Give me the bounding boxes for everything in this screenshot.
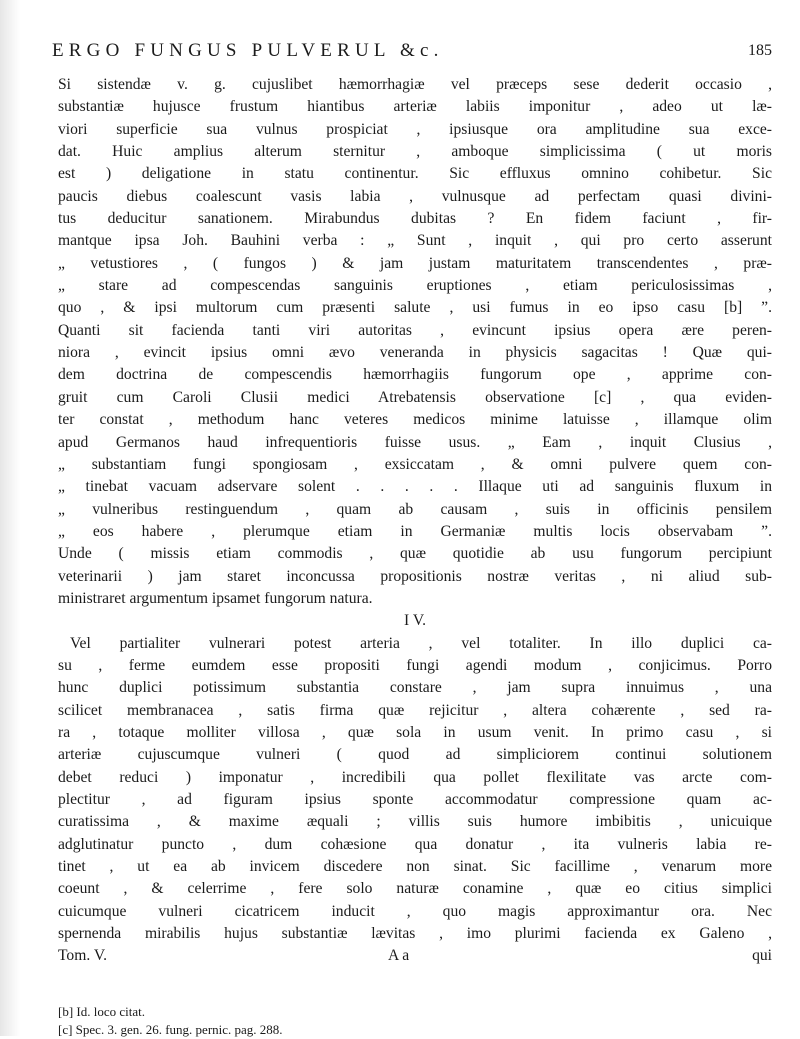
text-line: mantque ipsa Joh. Bauhini verba : „ Sunt , inquit , qui pro certo asserunt xyxy=(58,232,772,250)
page-number: 185 xyxy=(748,42,772,59)
signature-line xyxy=(58,945,772,967)
catchword: qui xyxy=(752,947,772,965)
text-line: hunc duplici potissimum substantia constare , jam supra innuimus , una xyxy=(58,679,772,697)
volume-mark: Tom. V. xyxy=(58,947,108,965)
text-line: Si sistendæ v. g. cujuslibet hæmorrhagiæ vel præceps sese dederit occasio , xyxy=(58,76,772,93)
text-line: dat. Huic amplius alterum sternitur , amboque simplicissima ( ut moris xyxy=(58,143,772,161)
text-line: „ eos habere , plerumque etiam in Germaniæ multis locis observabam ”. xyxy=(58,522,772,540)
signature-mark: A a xyxy=(388,947,410,965)
text-line: cuicumque vulneri cicatricem inducit , quo magis approximantur ora. Nec xyxy=(58,902,772,920)
text-line: ministraret argumentum ipsamet fungorum natura. xyxy=(58,589,373,607)
text-line: coeunt , & celerrime , fere solo naturæ conamine , quæ eo citius simplici xyxy=(58,880,772,898)
text-line: paucis diebus coalescunt vasis labia , vulnusque ad perfectam quasi divini- xyxy=(58,187,772,205)
text-line: arteriæ cujuscumque vulneri ( quod ad simpliciorem continui solutionem xyxy=(58,746,772,764)
footnote-c: [c] Spec. 3. gen. 26. fung. pernic. pag. 288. xyxy=(58,1022,283,1037)
text-line: plectitur , ad figuram ipsius sponte accommodatur compressione quam ac- xyxy=(58,791,772,808)
text-line: scilicet membranacea , satis firma quæ rejicitur , altera cohærente , sed ra- xyxy=(58,701,772,719)
footnotes xyxy=(58,1003,558,1039)
text-line: spernenda mirabilis hujus substantiæ lævitas , imo plurimi facienda ex Galeno , xyxy=(58,925,772,943)
footnote-b: [b] Id. loco citat. xyxy=(58,1004,145,1019)
text-line: veterinarii ) jam staret inconcussa propositionis nostræ veritas , ni aliud sub- xyxy=(58,567,772,585)
text-line: est ) deligatione in statu continentur. Sic effluxus omnino cohibetur. Sic xyxy=(58,165,772,183)
text-line: curatissima , & maxime æquali ; villis suis humore imbibitis , unicuique xyxy=(58,813,772,831)
text-line: apud Germanos haud infrequentioris fuisse usus. „ Eam , inquit Clusius , xyxy=(58,433,772,451)
text-line: tinet , ut ea ab invicem discedere non sinat. Sic facillime , venarum more xyxy=(58,858,772,876)
text-line: „ vetustiores , ( fungos ) & jam justam maturitatem transcendentes , præ- xyxy=(58,254,772,272)
running-head xyxy=(52,40,772,66)
text-line: gruit cum Caroli Clusii medici Atrebatensis observatione [c] , qua eviden- xyxy=(58,388,772,406)
paragraph-2 xyxy=(58,633,772,946)
text-line: niora , evincit ipsius omni ævo veneranda in physicis sagacitas ! Quæ qui- xyxy=(58,344,772,362)
text-line: viori superficie sua vulnus prospiciat , ipsiusque ora amplitudine sua exce- xyxy=(58,120,772,138)
text-line: ter constat , methodum hanc veteres medicos minime latuisse , illamque olim xyxy=(58,411,772,429)
text-line: substantiæ hujusce frustum hiantibus arteriæ labiis imponitur , adeo ut læ- xyxy=(58,98,772,116)
section-number: I V. xyxy=(404,612,426,630)
text-line: „ stare ad compescendas sanguinis eruptiones , etiam periculosissimas , xyxy=(58,277,772,295)
text-line: su , ferme eumdem esse propositi fungi agendi modum , conjicimus. Porro xyxy=(58,656,772,674)
running-title: ERGO FUNGUS PULVERUL &c. xyxy=(52,40,444,61)
text-line: adglutinatur puncto , dum cohæsione qua donatur , ita vulneris labia re- xyxy=(58,835,772,853)
text-line: quo , & ipsi multorum cum præsenti salute , usi fumus in eo ipso casu [b] ”. xyxy=(58,299,772,317)
text-line: „ tinebat vacuam adservare solent . . . . . Illaque uti ad sanguinis fluxum in xyxy=(58,478,772,496)
text-line: ra , totaque molliter villosa , quæ sola in usum venit. In primo casu , si xyxy=(58,723,772,741)
text-line: tus deducitur sanationem. Mirabundus dubitas ? En fidem faciunt , fir- xyxy=(58,210,772,228)
paragraph-1 xyxy=(58,74,772,610)
text-line: „ substantiam fungi spongiosam , exsiccatam , & omni pulvere quem con- xyxy=(58,455,772,473)
text-line: debet reduci ) imponatur , incredibili qua pollet flexilitate vas arcte com- xyxy=(58,768,772,786)
text-line: dem doctrina de compescendis hæmorrhagiis fungorum ope , apprime con- xyxy=(58,366,772,384)
text-line: Vel partialiter vulnerari potest arteria , vel totaliter. In illo duplici ca- xyxy=(70,634,772,652)
text-line: Quanti sit facienda tanti viri autoritas , evincunt ipsius opera ære peren- xyxy=(58,321,772,339)
text-body xyxy=(58,74,772,968)
text-line: „ vulneribus restinguendum , quam ab causam , suis in officinis pensilem xyxy=(58,500,772,518)
text-line: Unde ( missis etiam commodis , quæ quotidie ab usu fungorum percipiunt xyxy=(58,545,772,563)
